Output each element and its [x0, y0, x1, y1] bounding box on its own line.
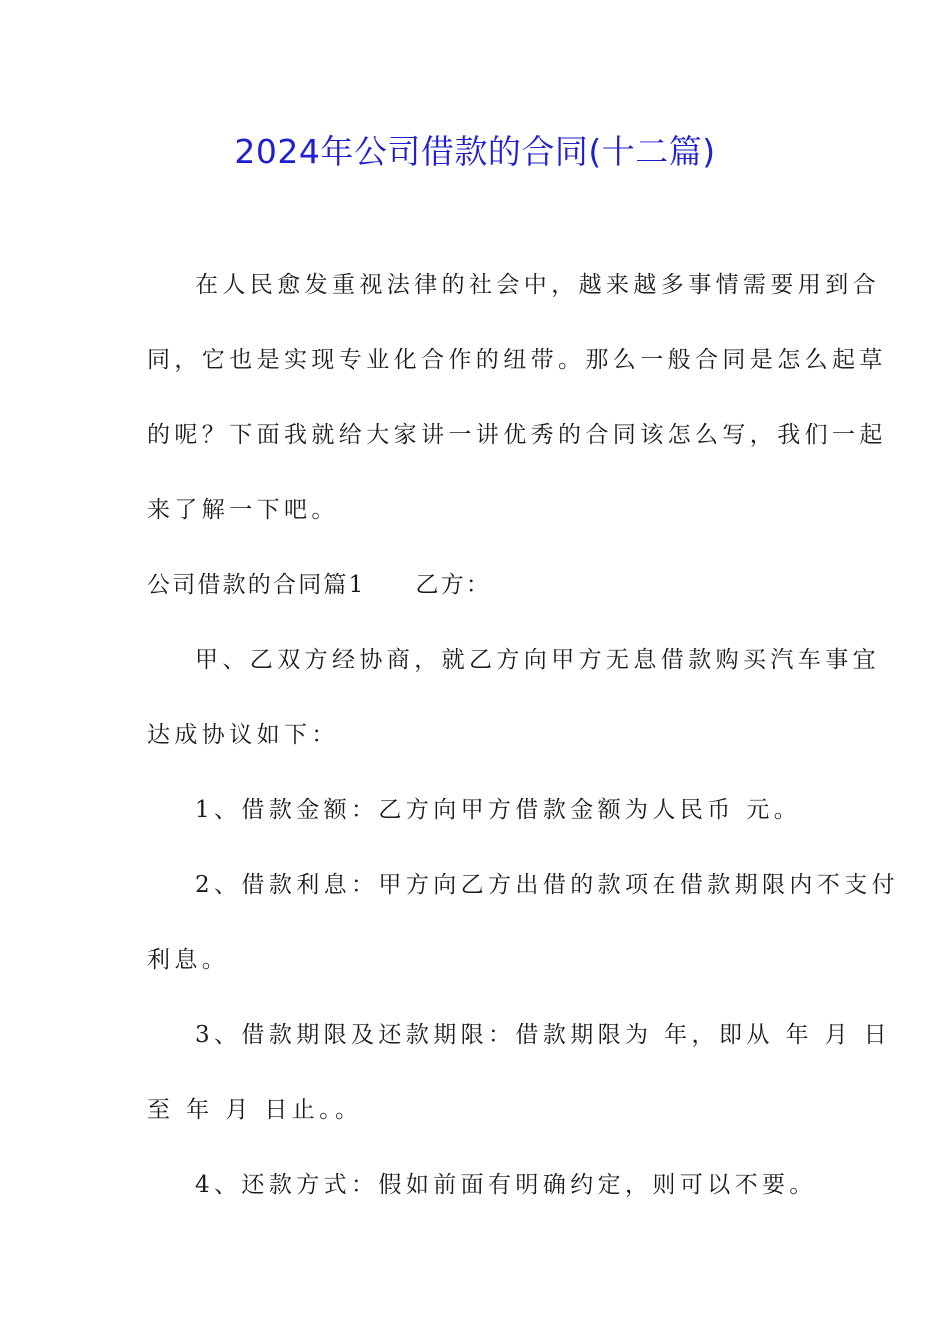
- intro-line-1: 在人民愈发重视法律的社会中，越来越多事情需要用到合: [195, 272, 880, 298]
- intro-line-2: 同，它也是实现专业化合作的纽带。那么一般合同是怎么起草: [147, 347, 887, 373]
- intro-line-3: 的呢？下面我就给大家讲一讲优秀的合同该怎么写，我们一起: [147, 422, 887, 448]
- clause-2-line-2: 利息。: [147, 947, 230, 973]
- party-b-label: 乙方：: [415, 572, 492, 598]
- intro-line-4: 来了解一下吧。: [147, 497, 339, 523]
- agreement-line-2: 达成协议如下：: [147, 722, 339, 748]
- clause-1: 1、借款金额：乙方向甲方借款金额为人民币 元。: [195, 797, 802, 823]
- clause-3-line-2: 至 年 月 日止。。: [147, 1097, 363, 1123]
- clause-3-line-1: 3、借款期限及还款期限：借款期限为 年，即从 年 月 日: [195, 1022, 892, 1048]
- document-title: 2024年公司借款的合同(十二篇): [234, 132, 716, 171]
- section-heading-row: [147, 569, 807, 601]
- agreement-line-1: 甲、乙双方经协商，就乙方向甲方无息借款购买汽车事宜: [195, 647, 880, 673]
- clause-2-line-1: 2、借款利息：甲方向乙方出借的款项在借款期限内不支付: [195, 872, 900, 898]
- section-heading: 公司借款的合同篇1: [147, 572, 366, 598]
- clause-4: 4、还款方式：假如前面有明确约定，则可以不要。: [195, 1172, 817, 1198]
